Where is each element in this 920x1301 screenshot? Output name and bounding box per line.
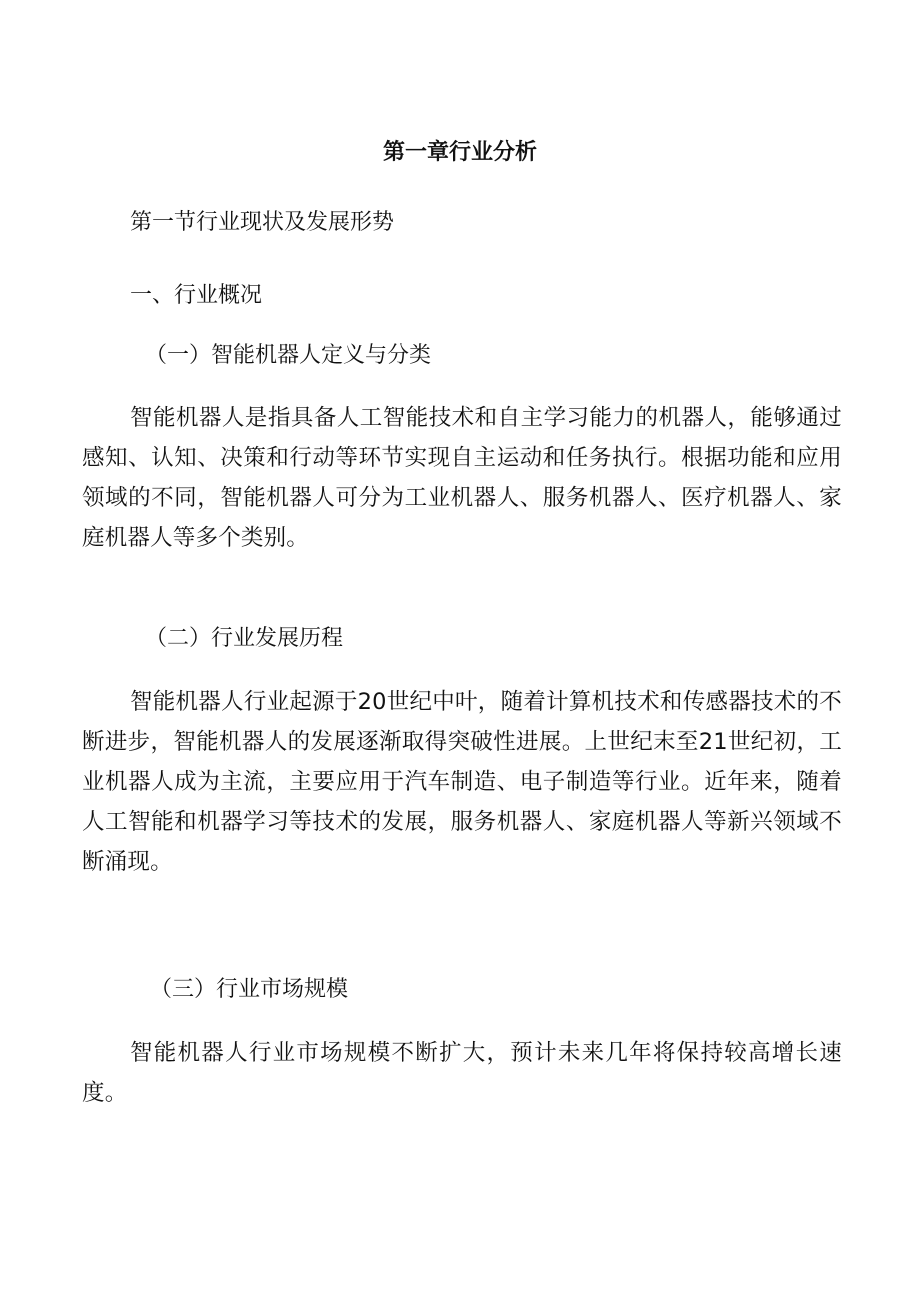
chapter-title: 第一章行业分析 — [382, 140, 537, 165]
subsection-title: 一、行业概况 — [130, 283, 263, 308]
section-title: 第一节行业现状及发展形势 — [130, 210, 395, 235]
item-body-1: 智能机器人是指具备人工智能技术和自主学习能力的机器人，能够通过感知、认知、决策和行动等环节实现自主运动和任务执行。根据功能和应用领域的不同，智能机器人可分为工业机器人、服务机器人、医疗机器人、家庭机器人等多个类别。 — [82, 405, 842, 551]
item-heading-1: （一）智能机器人定义与分类 — [145, 343, 432, 368]
item-heading-3: （三）行业市场规模 — [150, 977, 349, 1002]
item-heading-2: （二）行业发展历程 — [145, 626, 344, 651]
item-body-3: 智能机器人行业市场规模不断扩大，预计未来几年将保持较高增长速度。 — [82, 1040, 842, 1106]
item-body-2: 智能机器人行业起源于20世纪中叶，随着计算机技术和传感器技术的不断进步，智能机器人的发展逐渐取得突破性进展。上世纪末至21世纪初，工业机器人成为主流，主要应用于汽车制造、电子制造等行业。近年来，随着人工智能和机器学习等技术的发展，服务机器人、家庭机器人等新兴领域不断涌现。 — [82, 689, 842, 875]
